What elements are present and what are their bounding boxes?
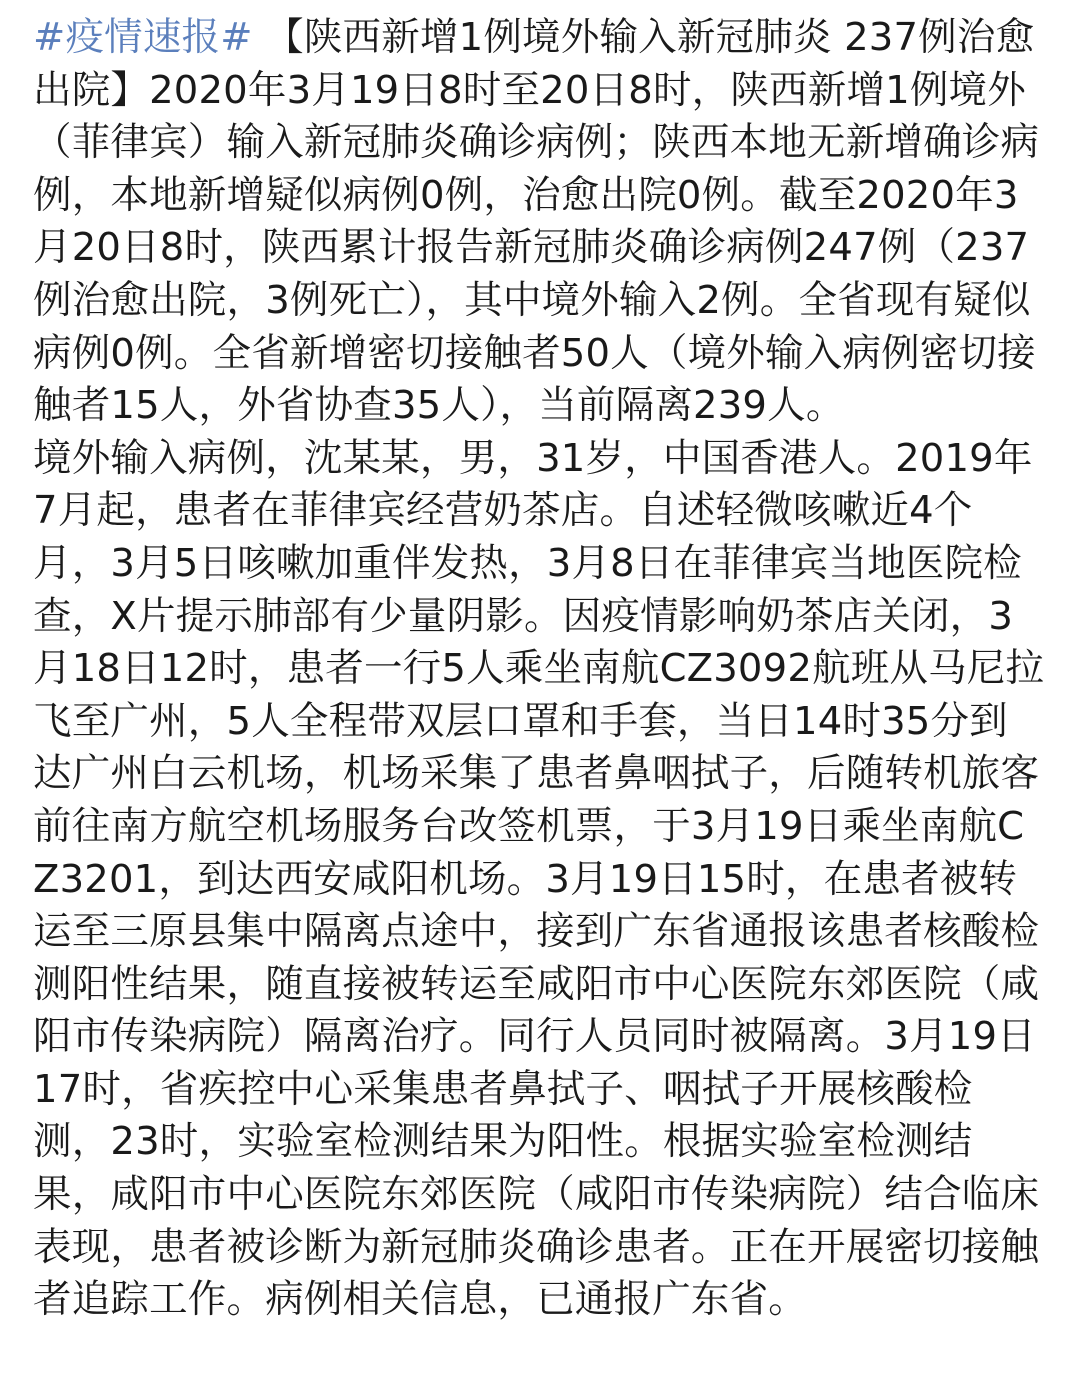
post-paragraph-summary: [33, 12, 1045, 433]
post-content: [33, 12, 1045, 1327]
hashtag-link[interactable]: #疫情速报#: [33, 15, 253, 60]
post-paragraph-case-detail: 境外输入病例，沈某某，男，31岁，中国香港人。2019年7月起，患者在菲律宾经营奶茶店。自述轻微咳嗽近4个月，3月5日咳嗽加重伴发热，3月8日在菲律宾当地医院检查，X片提示肺部有少量阴影。因疫情影响奶茶店关闭，3月18日12时，患者一行5人乘坐南航CZ3092航班从马尼拉飞至广州，5人全程带双层口罩和手套，当日14时35分到达广州白云机场，机场采集了患者鼻咽拭子，后随转机旅客前往南方航空机场服务台改签机票，于3月19日乘坐南航CZ3201，到达西安咸阳机场。3月19日15时，在患者被转运至三原县集中隔离点途中，接到广东省通报该患者核酸检测阳性结果，随直接被转运至咸阳市中心医院东郊医院（咸阳市传染病院）隔离治疗。同行人员同时被隔离。3月19日17时，省疾控中心采集患者鼻拭子、咽拭子开展核酸检测，23时，实验室检测结果为阳性。根据实验室检测结果，咸阳市中心医院东郊医院（咸阳市传染病院）结合临床表现，患者被诊断为新冠肺炎确诊患者。正在开展密切接触者追踪工作。病例相关信息，已通报广东省。: [33, 435, 1045, 1323]
summary-text: 【陕西新增1例境外输入新冠肺炎 237例治愈出院】2020年3月19日8时至20日8时，陕西新增1例境外（菲律宾）输入新冠肺炎确诊病例；陕西本地无新增确诊病例，本地新增疑似病例0例，治愈出院0例。截至2020年3月20日8时，陕西累计报告新冠肺炎确诊病例247例（237例治愈出院，3例死亡），其中境外输入2例。全省现有疑似病例0例。全省新增密切接触者50人（境外输入病例密切接触者15人，外省协查35人），当前隔离239人。: [33, 15, 1040, 429]
